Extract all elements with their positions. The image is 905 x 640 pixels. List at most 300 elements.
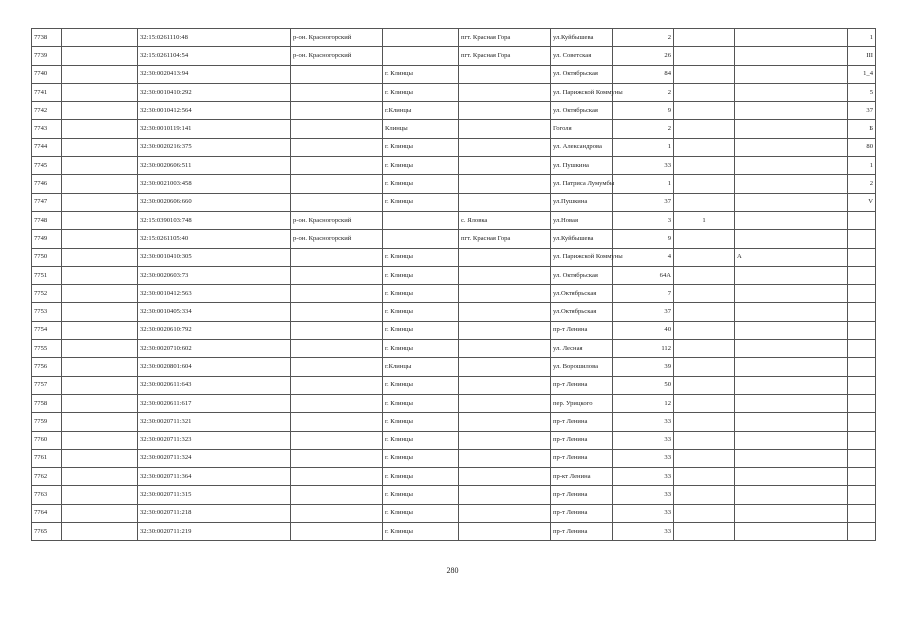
- page-number: 280: [446, 566, 459, 575]
- cell-flat: [735, 449, 848, 467]
- cell-city: Клинцы: [383, 120, 459, 138]
- cell-blank: [62, 193, 138, 211]
- cell-flat: [735, 413, 848, 431]
- cell-flat: А: [735, 248, 848, 266]
- cell-district: [291, 394, 383, 412]
- cell-cadastral-number: 32:30:0020413:94: [138, 65, 291, 83]
- table-row: [32, 157, 876, 175]
- cell-blank: [62, 65, 138, 83]
- cell-apartment: 2: [848, 175, 876, 193]
- cell-settlement: [459, 504, 551, 522]
- cell-flat: [735, 29, 848, 47]
- cell-district: [291, 486, 383, 504]
- table-row: [32, 486, 876, 504]
- cell-blank: [62, 376, 138, 394]
- cell-record-number: 7743: [32, 120, 62, 138]
- cell-blank: [62, 303, 138, 321]
- cell-house: 64А: [613, 266, 674, 284]
- cell-district: [291, 102, 383, 120]
- cell-blank: [62, 523, 138, 541]
- cell-settlement: [459, 303, 551, 321]
- cell-district: [291, 193, 383, 211]
- cell-record-number: 7757: [32, 376, 62, 394]
- cell-apartment: [848, 468, 876, 486]
- cell-flat: [735, 468, 848, 486]
- cell-house: 37: [613, 193, 674, 211]
- cell-building: [674, 321, 735, 339]
- cell-apartment: [848, 303, 876, 321]
- cell-street: ул. Александрова: [551, 138, 613, 156]
- cell-house: 84: [613, 65, 674, 83]
- cell-apartment: [848, 449, 876, 467]
- cell-street: ул. Лесная: [551, 340, 613, 358]
- cell-settlement: пгт. Красная Гора: [459, 29, 551, 47]
- cell-city: г. Клинцы: [383, 157, 459, 175]
- cell-city: г. Клинцы: [383, 193, 459, 211]
- cell-street: ул.Октябрьская: [551, 303, 613, 321]
- cell-cadastral-number: 32:15:0390103:748: [138, 211, 291, 229]
- cell-house: 33: [613, 504, 674, 522]
- cell-district: [291, 157, 383, 175]
- cell-flat: [735, 321, 848, 339]
- cell-building: [674, 358, 735, 376]
- cell-blank: [62, 321, 138, 339]
- table-row: [32, 120, 876, 138]
- cell-district: [291, 248, 383, 266]
- table-row: [32, 303, 876, 321]
- cell-flat: [735, 394, 848, 412]
- cell-district: [291, 120, 383, 138]
- cell-street: ул.Октябрьская: [551, 285, 613, 303]
- cell-district: р-он. Красногорский: [291, 29, 383, 47]
- table-row: [32, 175, 876, 193]
- cell-apartment: 1_4: [848, 65, 876, 83]
- cell-city: [383, 211, 459, 229]
- cell-apartment: [848, 211, 876, 229]
- cell-blank: [62, 175, 138, 193]
- cell-district: [291, 413, 383, 431]
- cell-flat: [735, 175, 848, 193]
- cell-street: ул. Октябрьская: [551, 266, 613, 284]
- cell-settlement: [459, 102, 551, 120]
- cell-city: г. Клинцы: [383, 248, 459, 266]
- cell-apartment: 1: [848, 157, 876, 175]
- cell-flat: [735, 358, 848, 376]
- cell-settlement: [459, 340, 551, 358]
- cell-house: 50: [613, 376, 674, 394]
- cell-building: [674, 413, 735, 431]
- cell-flat: [735, 431, 848, 449]
- cell-street: пер. Урицкого: [551, 394, 613, 412]
- cell-city: г. Клинцы: [383, 486, 459, 504]
- table-row: [32, 65, 876, 83]
- cell-city: г. Клинцы: [383, 303, 459, 321]
- cell-blank: [62, 431, 138, 449]
- cell-building: [674, 157, 735, 175]
- cell-cadastral-number: 32:30:0020606:660: [138, 193, 291, 211]
- cell-settlement: пгт. Красная Гора: [459, 230, 551, 248]
- cell-cadastral-number: 32:30:0020710:602: [138, 340, 291, 358]
- cell-cadastral-number: 32:30:0020711:323: [138, 431, 291, 449]
- cell-city: г. Клинцы: [383, 340, 459, 358]
- cell-blank: [62, 285, 138, 303]
- cell-apartment: [848, 413, 876, 431]
- table-row: [32, 138, 876, 156]
- cell-district: [291, 468, 383, 486]
- registry-table: [31, 28, 876, 541]
- cell-blank: [62, 248, 138, 266]
- cell-apartment: [848, 376, 876, 394]
- cell-house: 33: [613, 523, 674, 541]
- table-row: [32, 29, 876, 47]
- cell-district: [291, 138, 383, 156]
- cell-record-number: 7738: [32, 29, 62, 47]
- cell-city: г. Клинцы: [383, 504, 459, 522]
- cell-house: 7: [613, 285, 674, 303]
- cell-blank: [62, 358, 138, 376]
- cell-apartment: V: [848, 193, 876, 211]
- cell-building: [674, 468, 735, 486]
- cell-street: ул.Куйбышева: [551, 29, 613, 47]
- cell-cadastral-number: 32:30:0020801:604: [138, 358, 291, 376]
- cell-blank: [62, 138, 138, 156]
- cell-settlement: [459, 285, 551, 303]
- cell-cadastral-number: 32:30:0010410:292: [138, 83, 291, 101]
- cell-building: 1: [674, 211, 735, 229]
- cell-district: [291, 266, 383, 284]
- cell-building: [674, 120, 735, 138]
- cell-city: г. Клинцы: [383, 449, 459, 467]
- cell-street: Гоголя: [551, 120, 613, 138]
- cell-cadastral-number: 32:30:0020711:321: [138, 413, 291, 431]
- cell-record-number: 7763: [32, 486, 62, 504]
- cell-settlement: [459, 394, 551, 412]
- cell-city: г. Клинцы: [383, 83, 459, 101]
- cell-apartment: 37: [848, 102, 876, 120]
- cell-blank: [62, 486, 138, 504]
- cell-street: пр-т Ленина: [551, 413, 613, 431]
- cell-record-number: 7739: [32, 47, 62, 65]
- cell-house: 12: [613, 394, 674, 412]
- cell-street: ул. Ворошилова: [551, 358, 613, 376]
- cell-flat: [735, 102, 848, 120]
- cell-settlement: [459, 193, 551, 211]
- cell-blank: [62, 211, 138, 229]
- cell-blank: [62, 394, 138, 412]
- cell-apartment: 80: [848, 138, 876, 156]
- cell-flat: [735, 303, 848, 321]
- table-row: [32, 47, 876, 65]
- cell-building: [674, 486, 735, 504]
- cell-settlement: [459, 468, 551, 486]
- cell-flat: [735, 157, 848, 175]
- table-row: [32, 449, 876, 467]
- cell-street: пр-т Ленина: [551, 376, 613, 394]
- cell-settlement: [459, 266, 551, 284]
- cell-blank: [62, 413, 138, 431]
- cell-district: [291, 340, 383, 358]
- cell-cadastral-number: 32:30:0021003:458: [138, 175, 291, 193]
- cell-house: 33: [613, 449, 674, 467]
- cell-record-number: 7756: [32, 358, 62, 376]
- cell-blank: [62, 157, 138, 175]
- cell-city: [383, 47, 459, 65]
- cell-house: 2: [613, 83, 674, 101]
- cell-district: р-он. Красногорский: [291, 47, 383, 65]
- cell-city: г. Клинцы: [383, 394, 459, 412]
- cell-street: пр-т Ленина: [551, 321, 613, 339]
- cell-cadastral-number: 32:30:0020611:643: [138, 376, 291, 394]
- cell-record-number: 7740: [32, 65, 62, 83]
- cell-cadastral-number: 32:15:0261104:54: [138, 47, 291, 65]
- table-row: [32, 376, 876, 394]
- cell-city: г. Клинцы: [383, 266, 459, 284]
- cell-cadastral-number: 32:15:0261110:48: [138, 29, 291, 47]
- cell-flat: [735, 486, 848, 504]
- table-row: [32, 431, 876, 449]
- table-row: [32, 468, 876, 486]
- cell-flat: [735, 120, 848, 138]
- cell-city: г. Клинцы: [383, 376, 459, 394]
- cell-blank: [62, 266, 138, 284]
- cell-record-number: 7758: [32, 394, 62, 412]
- cell-cadastral-number: 32:30:0010412:564: [138, 102, 291, 120]
- cell-apartment: 5: [848, 83, 876, 101]
- cell-settlement: [459, 120, 551, 138]
- cell-city: г. Клинцы: [383, 65, 459, 83]
- cell-street: ул. Патриса Лумумбы: [551, 175, 613, 193]
- table-row: [32, 230, 876, 248]
- cell-building: [674, 431, 735, 449]
- cell-district: [291, 303, 383, 321]
- table-row: [32, 394, 876, 412]
- cell-house: 2: [613, 120, 674, 138]
- cell-cadastral-number: 32:30:0020610:792: [138, 321, 291, 339]
- cell-record-number: 7755: [32, 340, 62, 358]
- cell-house: 112: [613, 340, 674, 358]
- table-row: [32, 523, 876, 541]
- cell-record-number: 7750: [32, 248, 62, 266]
- cell-district: [291, 376, 383, 394]
- cell-street: ул.Куйбышева: [551, 230, 613, 248]
- cell-flat: [735, 138, 848, 156]
- cell-house: 1: [613, 138, 674, 156]
- cell-record-number: 7762: [32, 468, 62, 486]
- cell-city: г. Клинцы: [383, 285, 459, 303]
- cell-record-number: 7765: [32, 523, 62, 541]
- table-row: [32, 358, 876, 376]
- cell-settlement: [459, 138, 551, 156]
- cell-cadastral-number: 32:30:0010405:334: [138, 303, 291, 321]
- cell-city: г.Клинцы: [383, 102, 459, 120]
- cell-cadastral-number: 32:30:0020711:218: [138, 504, 291, 522]
- cell-flat: [735, 266, 848, 284]
- cell-settlement: [459, 431, 551, 449]
- cell-flat: [735, 376, 848, 394]
- cell-district: [291, 358, 383, 376]
- cell-blank: [62, 504, 138, 522]
- cell-settlement: [459, 321, 551, 339]
- cell-city: г. Клинцы: [383, 321, 459, 339]
- cell-district: р-он. Красногорский: [291, 211, 383, 229]
- cell-apartment: [848, 523, 876, 541]
- cell-cadastral-number: 32:30:0010410:305: [138, 248, 291, 266]
- cell-apartment: [848, 321, 876, 339]
- cell-record-number: 7753: [32, 303, 62, 321]
- cell-record-number: 7752: [32, 285, 62, 303]
- cell-district: [291, 285, 383, 303]
- cell-cadastral-number: 32:30:0020711:324: [138, 449, 291, 467]
- cell-district: [291, 65, 383, 83]
- cell-street: ул.Пушкина: [551, 193, 613, 211]
- cell-settlement: [459, 157, 551, 175]
- cell-building: [674, 83, 735, 101]
- cell-city: г. Клинцы: [383, 413, 459, 431]
- cell-apartment: Б: [848, 120, 876, 138]
- cell-city: г. Клинцы: [383, 431, 459, 449]
- cell-district: [291, 449, 383, 467]
- cell-apartment: [848, 486, 876, 504]
- cell-building: [674, 230, 735, 248]
- cell-building: [674, 193, 735, 211]
- cell-building: [674, 285, 735, 303]
- cell-settlement: пгт. Красная Гора: [459, 47, 551, 65]
- cell-settlement: [459, 248, 551, 266]
- cell-settlement: [459, 486, 551, 504]
- cell-street: ул. Пушкина: [551, 157, 613, 175]
- table-row: [32, 211, 876, 229]
- cell-street: ул. Октябрьская: [551, 65, 613, 83]
- cell-city: г. Клинцы: [383, 468, 459, 486]
- cell-record-number: 7742: [32, 102, 62, 120]
- cell-building: [674, 102, 735, 120]
- cell-apartment: [848, 230, 876, 248]
- cell-flat: [735, 83, 848, 101]
- cell-record-number: 7744: [32, 138, 62, 156]
- cell-building: [674, 449, 735, 467]
- cell-settlement: [459, 83, 551, 101]
- cell-blank: [62, 468, 138, 486]
- cell-house: 1: [613, 175, 674, 193]
- table-row: [32, 102, 876, 120]
- cell-house: 40: [613, 321, 674, 339]
- cell-cadastral-number: 32:30:0020603:73: [138, 266, 291, 284]
- cell-house: 37: [613, 303, 674, 321]
- cell-record-number: 7760: [32, 431, 62, 449]
- cell-building: [674, 523, 735, 541]
- table-row: [32, 413, 876, 431]
- cell-building: [674, 303, 735, 321]
- cell-house: 4: [613, 248, 674, 266]
- cell-cadastral-number: 32:30:0020606:511: [138, 157, 291, 175]
- table-row: [32, 248, 876, 266]
- cell-blank: [62, 102, 138, 120]
- cell-apartment: [848, 431, 876, 449]
- cell-house: 9: [613, 230, 674, 248]
- table-row: [32, 193, 876, 211]
- cell-cadastral-number: 32:30:0020711:219: [138, 523, 291, 541]
- cell-apartment: [848, 266, 876, 284]
- table-row: [32, 285, 876, 303]
- cell-street: ул. Октябрьская: [551, 102, 613, 120]
- cell-flat: [735, 47, 848, 65]
- cell-cadastral-number: 32:30:0020711:364: [138, 468, 291, 486]
- cell-building: [674, 29, 735, 47]
- cell-street: пр-т Ленина: [551, 449, 613, 467]
- cell-blank: [62, 230, 138, 248]
- cell-house: 39: [613, 358, 674, 376]
- cell-city: г. Клинцы: [383, 523, 459, 541]
- cell-city: г. Клинцы: [383, 175, 459, 193]
- cell-apartment: [848, 285, 876, 303]
- cell-district: [291, 504, 383, 522]
- cell-apartment: [848, 248, 876, 266]
- cell-flat: [735, 230, 848, 248]
- cell-city: г. Клинцы: [383, 138, 459, 156]
- cell-settlement: [459, 523, 551, 541]
- cell-street: ул.Новая: [551, 211, 613, 229]
- cell-district: [291, 83, 383, 101]
- cell-blank: [62, 29, 138, 47]
- cell-record-number: 7761: [32, 449, 62, 467]
- cell-blank: [62, 120, 138, 138]
- cell-settlement: [459, 413, 551, 431]
- cell-blank: [62, 449, 138, 467]
- cell-city: [383, 29, 459, 47]
- cell-settlement: [459, 376, 551, 394]
- cell-house: 33: [613, 157, 674, 175]
- cell-cadastral-number: 32:30:0020711:315: [138, 486, 291, 504]
- cell-blank: [62, 340, 138, 358]
- cell-street: пр-т Ленина: [551, 523, 613, 541]
- cell-cadastral-number: 32:30:0010412:563: [138, 285, 291, 303]
- cell-apartment: III: [848, 47, 876, 65]
- cell-building: [674, 175, 735, 193]
- cell-house: 33: [613, 413, 674, 431]
- cell-house: 3: [613, 211, 674, 229]
- cell-cadastral-number: 32:30:0010119:141: [138, 120, 291, 138]
- table-row: [32, 266, 876, 284]
- cell-record-number: 7751: [32, 266, 62, 284]
- cell-building: [674, 266, 735, 284]
- cell-flat: [735, 285, 848, 303]
- cell-building: [674, 65, 735, 83]
- cell-building: [674, 340, 735, 358]
- cell-house: 2: [613, 29, 674, 47]
- cell-record-number: 7745: [32, 157, 62, 175]
- cell-cadastral-number: 32:30:0020611:617: [138, 394, 291, 412]
- table-row: [32, 83, 876, 101]
- cell-street: пр-т Ленина: [551, 504, 613, 522]
- cell-record-number: 7741: [32, 83, 62, 101]
- cell-district: [291, 523, 383, 541]
- cell-street: ул. Парижской Коммуны: [551, 83, 613, 101]
- cell-settlement: [459, 449, 551, 467]
- cell-street: пр-т Ленина: [551, 486, 613, 504]
- cell-flat: [735, 193, 848, 211]
- cell-flat: [735, 504, 848, 522]
- cell-cadastral-number: 32:15:0261105:40: [138, 230, 291, 248]
- cell-building: [674, 138, 735, 156]
- cell-house: 33: [613, 468, 674, 486]
- cell-house: 26: [613, 47, 674, 65]
- table-row: [32, 321, 876, 339]
- cell-district: [291, 175, 383, 193]
- cell-district: [291, 321, 383, 339]
- cell-district: [291, 431, 383, 449]
- cell-record-number: 7748: [32, 211, 62, 229]
- cell-street: ул. Парижской Коммуны: [551, 248, 613, 266]
